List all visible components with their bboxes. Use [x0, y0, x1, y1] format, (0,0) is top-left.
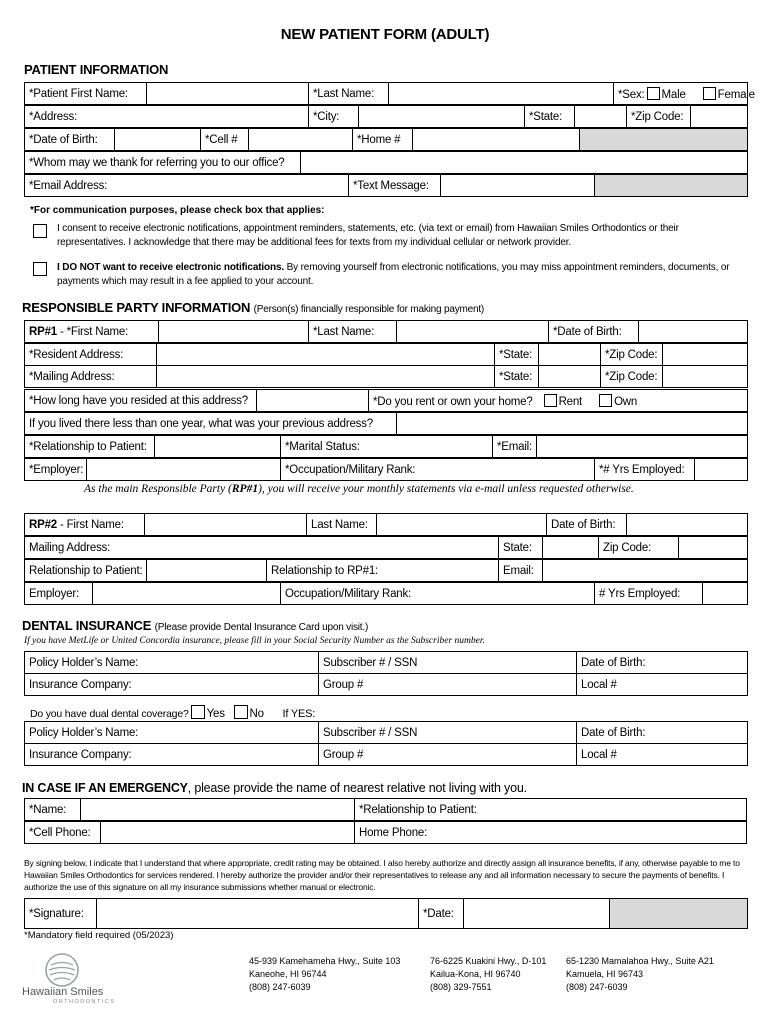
decline-bold: I DO NOT want to receive electronic notifications. — [57, 262, 284, 273]
primary-insurance-table — [24, 651, 748, 696]
rp2-employer-label: Employer: — [25, 583, 93, 605]
previous-address-field[interactable] — [397, 413, 748, 435]
referral-table — [24, 151, 748, 174]
rp2-relationship-label: Relationship to Patient: — [25, 560, 147, 582]
state-label: *State: — [525, 106, 575, 128]
secondary-insurance-table — [24, 721, 748, 766]
local2-label: Local # — [581, 748, 617, 761]
previous-address-label: If you lived there less than one year, what was your previous address? — [25, 413, 397, 435]
relationship-label: *Relationship to Patient: — [25, 436, 155, 458]
office-use-block-2 — [595, 175, 748, 197]
communication-heading: *For communication purposes, please check box that applies: — [30, 205, 325, 216]
rp2-first-name-label — [25, 514, 145, 536]
referral-field[interactable] — [301, 152, 748, 174]
text-message-label: *Text Message: — [349, 175, 441, 197]
home-field[interactable] — [413, 129, 580, 151]
if-yes-label: If YES: — [282, 708, 316, 720]
home-label: *Home # — [353, 129, 413, 151]
subscriber-cell[interactable] — [319, 652, 577, 674]
rp1-first-name-field[interactable] — [159, 321, 309, 343]
employer-field[interactable] — [87, 459, 281, 481]
rp2-dob-field[interactable] — [627, 514, 748, 536]
mailing-state-label: *State: — [495, 366, 539, 388]
rent-label: Rent — [558, 395, 583, 408]
sex-label: *Sex: — [618, 88, 645, 101]
rp1-email-field[interactable] — [537, 436, 748, 458]
emergency-cell-field[interactable] — [101, 822, 355, 844]
form-title: NEW PATIENT FORM (ADULT) — [280, 26, 490, 43]
rp2-dob-label: Date of Birth: — [547, 514, 627, 536]
male-checkbox[interactable] — [647, 87, 660, 100]
city-label: *City: — [309, 106, 359, 128]
patient-section-heading: PATIENT INFORMATION — [24, 62, 169, 77]
rp1-statement-note — [84, 483, 634, 495]
rp2-mailing-table — [24, 536, 748, 559]
patient-dob-table — [24, 128, 748, 151]
patient-last-name-label: *Last Name: — [309, 83, 389, 105]
office-kaneohe — [249, 955, 400, 994]
company-cell[interactable] — [25, 674, 319, 696]
resident-address-field[interactable] — [157, 344, 495, 366]
dual-no-checkbox[interactable] — [234, 705, 248, 719]
rp1-last-name-label: *Last Name: — [309, 321, 397, 343]
patient-first-name-field[interactable] — [147, 83, 309, 105]
rp2-occupation-label: Occupation/Military Rank: — [285, 587, 412, 600]
rp2-relationship-field[interactable] — [147, 560, 267, 582]
resident-address-label: *Resident Address: — [25, 344, 157, 366]
email-cell[interactable] — [25, 175, 349, 197]
resident-zip-field[interactable] — [663, 344, 748, 366]
note-pre: As the main Responsible Party ( — [84, 483, 232, 495]
decline-text — [57, 261, 747, 289]
dual-label: Do you have dual dental coverage? — [30, 708, 189, 720]
insurance-subheading: (Please provide Dental Insurance Card upon visit.) — [154, 622, 369, 633]
yrs-employed-field[interactable] — [695, 459, 748, 481]
mailing-address-field[interactable] — [157, 366, 495, 388]
patient-last-name-field[interactable] — [389, 83, 614, 105]
employer-label: *Employer: — [25, 459, 87, 481]
signature-label: *Signature: — [25, 899, 97, 929]
date-field[interactable] — [464, 899, 610, 929]
rp1-resident-table — [24, 343, 748, 388]
rp1-employer-table — [24, 458, 748, 481]
note-bold: RP#1 — [231, 483, 259, 495]
office-address-line2: Kaneohe, HI 96744 — [249, 969, 327, 979]
group-cell[interactable] — [319, 674, 577, 696]
holder2-label: Policy Holder’s Name: — [29, 726, 139, 739]
rp2-rel-rp1-label: Relationship to RP#1: — [271, 564, 379, 577]
company2-cell[interactable] — [25, 744, 319, 766]
sex-options — [614, 83, 755, 105]
patient-first-name-label: *Patient First Name: — [25, 83, 147, 105]
rp2-relationship-table — [24, 559, 748, 582]
emergency-relationship-cell[interactable] — [355, 799, 747, 821]
rp1-dob-label: *Date of Birth: — [549, 321, 639, 343]
relationship-field[interactable] — [155, 436, 281, 458]
rp1-label: RP#1 — [29, 325, 57, 338]
group2-cell[interactable] — [319, 744, 577, 766]
resident-state-label: *State: — [495, 344, 539, 366]
ins2-dob-label: Date of Birth: — [581, 726, 646, 739]
subscriber2-cell[interactable] — [319, 722, 577, 744]
rp1-relationship-table — [24, 435, 748, 458]
zip-label: *Zip Code: — [627, 106, 691, 128]
rp1-last-name-field[interactable] — [397, 321, 549, 343]
mandatory-note: *Mandatory field required (05/2023) — [24, 930, 174, 941]
emergency-heading-bold: IN CASE IF AN EMERGENCY — [22, 781, 188, 795]
emergency-home-label: Home Phone: — [359, 826, 428, 839]
rp2-yrs-label: # Yrs Employed: — [595, 583, 703, 605]
dual-no-label: No — [249, 708, 264, 720]
subscriber-label: Subscriber # / SSN — [323, 656, 418, 669]
consent-checkbox[interactable] — [33, 224, 47, 238]
office-phone: (808) 247-6039 — [249, 982, 311, 992]
rp2-employer-field[interactable] — [93, 583, 281, 605]
rp2-last-name-label: Last Name: — [307, 514, 377, 536]
responsible-subheading: (Person(s) financially responsible for making payment) — [253, 304, 485, 315]
how-long-field[interactable] — [257, 390, 369, 412]
subscriber2-label: Subscriber # / SSN — [323, 726, 418, 739]
marital-cell[interactable] — [281, 436, 493, 458]
mailing-state-field[interactable] — [539, 366, 601, 388]
resident-zip-label: *Zip Code: — [601, 344, 663, 366]
local-cell[interactable] — [577, 674, 748, 696]
rent-checkbox[interactable] — [544, 394, 557, 407]
emergency-name-label: *Name: — [25, 799, 81, 821]
company2-label: Insurance Company: — [29, 748, 132, 761]
insurance-heading: DENTAL INSURANCE — [22, 618, 152, 633]
cell-field[interactable] — [249, 129, 353, 151]
yrs-employed-label: *# Yrs Employed: — [595, 459, 695, 481]
occupation-cell[interactable] — [281, 459, 595, 481]
ins2-dob-cell[interactable] — [577, 722, 748, 744]
authorization-text: By signing below, I indicate that I understand that where appropriate, credit rating may be obtained. I also hereby authorize and directly assign all insurance benefits, if any, otherwise payable to me to Hawaiian Smiles Orthodontics for services rendered. I hereby authorize the provider and/or their representatives to release any and all information necessary to secure the payments of benefits. I authorize the use of this signature on all my insurance submissions whether manual or electronic. — [24, 858, 740, 892]
local2-cell[interactable] — [577, 744, 748, 766]
address-label: *Address: — [29, 110, 78, 123]
referral-label: *Whom may we thank for referring you to our office? — [25, 152, 301, 174]
office-address-line2: Kailua-Kona, HI 96740 — [430, 969, 521, 979]
office-address-line1: 76-6225 Kuakini Hwy., D-101 — [430, 956, 547, 966]
email-table — [24, 174, 748, 197]
dual-yes-label: Yes — [206, 708, 225, 720]
rp1-first-label-text: - *First Name: — [56, 325, 129, 338]
emergency-name-field[interactable] — [81, 799, 355, 821]
rent-own-cell — [369, 390, 748, 412]
insurance-section-heading — [22, 618, 368, 633]
zip-field[interactable] — [691, 106, 748, 128]
office-kona — [430, 955, 546, 994]
rp2-mailing-label: Mailing Address: — [29, 541, 111, 554]
dob-label: *Date of Birth: — [25, 129, 115, 151]
city-field[interactable] — [359, 106, 525, 128]
female-label: Female — [717, 88, 755, 101]
holder-cell[interactable] — [25, 652, 319, 674]
rp2-first-name-field[interactable] — [145, 514, 307, 536]
how-long-label: *How long have you resided at this address? — [25, 390, 257, 412]
own-checkbox[interactable] — [599, 394, 612, 407]
dob-field[interactable] — [115, 129, 201, 151]
rp1-dob-field[interactable] — [639, 321, 748, 343]
office-kamuela — [566, 955, 714, 994]
consent-text: I consent to receive electronic notifications, appointment reminders, statements, etc. (via text or email) from Hawaiian Smiles Orthodontics or their representatives. I acknowledge that there may be additional fees for texts from my individual cellular or network provider. — [57, 223, 679, 248]
rp2-last-name-field[interactable] — [377, 514, 547, 536]
rp2-first-label-text: - First Name: — [56, 518, 124, 531]
mailing-address-label: *Mailing Address: — [25, 366, 157, 388]
group2-label: Group # — [323, 748, 364, 761]
resident-state-field[interactable] — [539, 344, 601, 366]
rp1-name-table — [24, 320, 748, 343]
occupation-label: *Occupation/Military Rank: — [285, 463, 416, 476]
rp2-zip-label: Zip Code: — [599, 537, 679, 559]
mailing-zip-label: *Zip Code: — [601, 366, 663, 388]
office-address-line2: Kamuela, HI 96743 — [566, 969, 644, 979]
address-cell[interactable] — [25, 106, 309, 128]
rp1-email-label: *Email: — [493, 436, 537, 458]
decline-checkbox[interactable] — [33, 262, 47, 276]
emergency-heading-rest: , please provide the name of nearest relative not living with you. — [187, 781, 527, 795]
emergency-home-cell[interactable] — [355, 822, 747, 844]
marital-label: *Marital Status: — [285, 440, 360, 453]
dual-coverage-row — [30, 705, 315, 720]
patient-info-table — [24, 82, 755, 105]
rp2-name-table — [24, 513, 748, 536]
rp2-zip-field[interactable] — [679, 537, 748, 559]
office-use-block — [580, 129, 748, 151]
rp2-mailing-cell[interactable] — [25, 537, 499, 559]
holder2-cell[interactable] — [25, 722, 319, 744]
ins-dob-label: Date of Birth: — [581, 656, 646, 669]
rp2-email-label: Email: — [499, 560, 543, 582]
rp2-employer-table — [24, 582, 748, 605]
rp2-state-field[interactable] — [543, 537, 599, 559]
female-checkbox[interactable] — [703, 87, 716, 100]
male-label: Male — [661, 88, 686, 101]
emergency-phone-table — [24, 821, 747, 844]
responsible-heading: RESPONSIBLE PARTY INFORMATION — [22, 300, 251, 315]
rp2-state-label: State: — [499, 537, 543, 559]
decline-rest: By removing yourself from electronic notifications, you may miss appointment reminders, documents, or payments which may result in a fee applied to your account. — [57, 262, 730, 287]
mailing-zip-field[interactable] — [663, 366, 748, 388]
rp2-rel-rp1-cell[interactable] — [267, 560, 499, 582]
group-label: Group # — [323, 678, 364, 691]
logo-subtitle: ORTHODONTICS — [53, 999, 116, 1005]
dual-yes-checkbox[interactable] — [191, 705, 205, 719]
office-phone: (808) 329-7551 — [430, 982, 492, 992]
rp2-email-field[interactable] — [543, 560, 748, 582]
own-label: Own — [614, 395, 638, 408]
office-phone: (808) 247-6039 — [566, 982, 628, 992]
metlife-note: If you have MetLife or United Concordia insurance, please fill in your Social Security Number as the Subscriber number. — [24, 636, 485, 646]
rp2-occupation-cell[interactable] — [281, 583, 595, 605]
local-label: Local # — [581, 678, 617, 691]
office-use-block-3 — [610, 899, 748, 929]
hawaiian-smiles-logo-icon — [44, 952, 80, 988]
date-label: *Date: — [419, 899, 464, 929]
emergency-relationship-label: *Relationship to Patient: — [359, 803, 477, 816]
office-address-line1: 45-939 Kamehameha Hwy., Suite 103 — [249, 956, 401, 966]
signature-table — [24, 898, 748, 929]
emergency-table — [24, 798, 747, 821]
text-message-field[interactable] — [441, 175, 595, 197]
rp2-yrs-field[interactable] — [703, 583, 748, 605]
responsible-section-heading — [22, 300, 484, 315]
email-label: *Email Address: — [29, 179, 108, 192]
cell-label: *Cell # — [201, 129, 249, 151]
emergency-cell-label: *Cell Phone: — [25, 822, 101, 844]
office-address-line1: 65-1230 Mamalahoa Hwy., Suite A21 — [566, 956, 714, 966]
rp1-first-name-label — [25, 321, 159, 343]
ins-dob-cell[interactable] — [577, 652, 748, 674]
rent-own-label: *Do you rent or own your home? — [373, 395, 533, 408]
rp1-residency-table — [24, 389, 748, 412]
company-label: Insurance Company: — [29, 678, 132, 691]
logo-name: Hawaiian Smiles — [22, 986, 104, 998]
state-field[interactable] — [575, 106, 627, 128]
signature-field[interactable] — [97, 899, 419, 929]
note-post: ), you will receive your monthly statements via e-mail unless requested otherwise. — [258, 483, 634, 495]
emergency-heading — [22, 781, 527, 795]
holder-label: Policy Holder’s Name: — [29, 656, 139, 669]
patient-address-table — [24, 105, 748, 128]
rp1-previous-table — [24, 412, 748, 435]
rp2-label: RP#2 — [29, 518, 57, 531]
